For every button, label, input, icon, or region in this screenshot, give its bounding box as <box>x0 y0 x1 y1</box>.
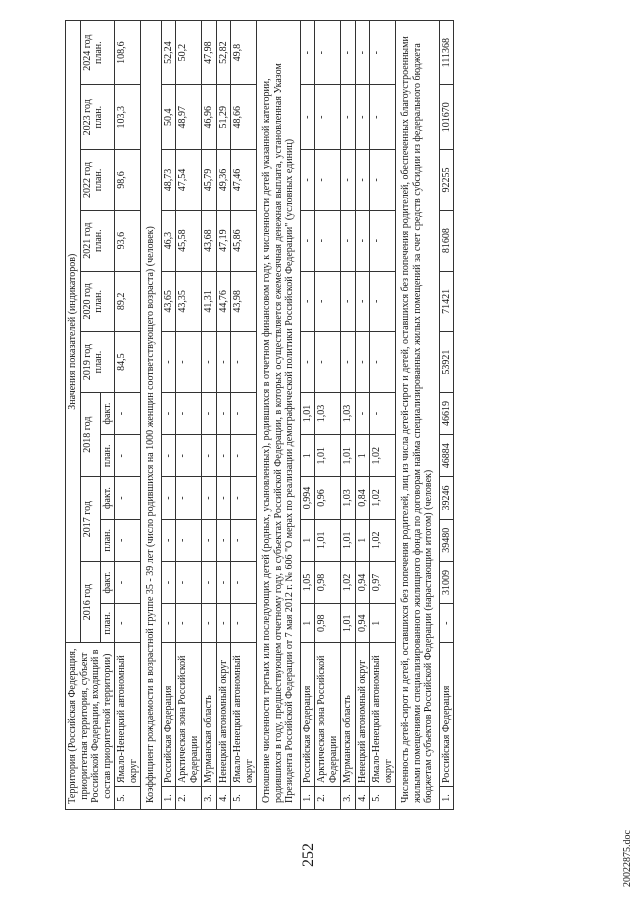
value-cell: - <box>341 210 356 271</box>
table-row <box>315 21 341 810</box>
value-cell: 1,02 <box>341 561 356 603</box>
year-2017-header: 2017 год <box>80 477 100 562</box>
value-cell: 93,6 <box>115 210 141 271</box>
value-cell: - <box>216 604 231 643</box>
value-cell: 111368 <box>439 21 454 85</box>
value-cell: 1,03 <box>315 392 341 434</box>
territory-name: Ненецкий автономный округ <box>355 643 370 787</box>
document-footer: 20022875.doc <box>622 830 633 887</box>
value-cell: - <box>231 435 257 477</box>
row-number: 3. <box>341 787 356 810</box>
territory-name: Российская Федерация <box>439 643 454 787</box>
value-cell: 43,35 <box>176 271 202 332</box>
value-cell: - <box>315 271 341 332</box>
value-cell: 44,76 <box>216 271 231 332</box>
year-2016-header: 2016 год <box>80 561 100 642</box>
value-cell: - <box>300 85 315 150</box>
value-cell: 51,29 <box>216 85 231 150</box>
value-cell: 46884 <box>439 435 454 477</box>
value-cell: 50,4 <box>161 85 176 150</box>
row-number: 5. <box>231 787 257 810</box>
value-cell: - <box>176 392 202 434</box>
year-2022-header: 2022 год план. <box>80 150 115 211</box>
value-cell: 1 <box>300 519 315 561</box>
value-cell: 45,58 <box>176 210 202 271</box>
indicators-table <box>65 20 454 810</box>
value-cell: - <box>161 561 176 603</box>
plan-header: план. <box>100 519 115 561</box>
table-row <box>355 21 370 810</box>
year-2019-header: 2019 год план. <box>80 332 115 393</box>
value-cell: - <box>231 561 257 603</box>
value-cell: - <box>300 150 315 211</box>
value-cell: - <box>370 332 396 393</box>
value-cell: 1,01 <box>341 604 356 643</box>
section-title: Отношение численности третьих или последующих детей (родных, усыновленных), родившихся в отчетном финансовом году, к численности детей указанной категории, родившихся в году, предшествующем отчетному году, в субъектах Российской Федерации, в которых осуществляется ежемесячная денежная выплата, установленная Указом Президента Российской Федерации от 7 мая 2012 г. № 606 "О мерах по реализации демографической политики Российской Федерации" (условных единиц) <box>257 21 301 810</box>
value-cell: 43,65 <box>161 271 176 332</box>
section-title-row <box>396 21 440 810</box>
value-cell: 0,97 <box>370 561 396 603</box>
value-cell: 1,05 <box>300 561 315 603</box>
value-cell: 1,01 <box>315 519 341 561</box>
value-cell: 1 <box>370 604 396 643</box>
value-cell: - <box>439 604 454 643</box>
row-number: 5. <box>115 787 141 810</box>
table-row <box>202 21 217 810</box>
section-title: Численность детей-сирот и детей, оставшихся без попечения родителей, лиц из числа детей-сирот и детей, оставшихся без попечения родителей, обеспеченных благоустроенными жилыми помещениями специализированного жилищного фонда по договорам найма специализированных жилых помещений за счет средств субсидии из федерального бюджета бюджетам субъектов Российской Федерации (нарастающим итогом) (человек) <box>396 21 440 810</box>
value-cell: - <box>176 332 202 393</box>
territory-name: Мурманская область <box>202 643 217 787</box>
value-cell: - <box>115 392 141 434</box>
value-cell: - <box>202 604 217 643</box>
year-2023-header: 2023 год план. <box>80 85 115 150</box>
row-number: 3. <box>202 787 217 810</box>
table-row <box>300 21 315 810</box>
value-cell: - <box>370 210 396 271</box>
value-cell: - <box>341 85 356 150</box>
value-cell: 1,01 <box>315 435 341 477</box>
territory-name: Арктическая зона Российской Федерации <box>315 643 341 787</box>
table-row <box>231 21 257 810</box>
value-cell: - <box>355 150 370 211</box>
value-cell: - <box>300 210 315 271</box>
value-cell: 0,96 <box>315 477 341 519</box>
territory-name: Ненецкий автономный округ <box>216 643 231 787</box>
value-cell: - <box>176 561 202 603</box>
table-row <box>341 21 356 810</box>
value-cell: 89,2 <box>115 271 141 332</box>
value-cell: 31009 <box>439 561 454 603</box>
value-cell: - <box>341 21 356 85</box>
value-cell: - <box>315 210 341 271</box>
row-number: 1. <box>161 787 176 810</box>
year-2024-header: 2024 год план. <box>80 21 115 85</box>
value-cell: - <box>231 332 257 393</box>
value-cell: 108,6 <box>115 21 141 85</box>
value-cell: - <box>341 332 356 393</box>
row-number: 2. <box>176 787 202 810</box>
value-cell: - <box>115 561 141 603</box>
row-number: 1. <box>300 787 315 810</box>
value-cell: - <box>231 477 257 519</box>
value-cell: - <box>161 477 176 519</box>
plan-header: план. <box>100 435 115 477</box>
value-cell: 0,98 <box>315 604 341 643</box>
row-number: 2. <box>315 787 341 810</box>
value-cell: 1 <box>300 604 315 643</box>
value-cell: - <box>370 21 396 85</box>
value-cell: 43,68 <box>202 210 217 271</box>
values-header: Значения показателей (индикаторов) <box>66 21 81 643</box>
value-cell: - <box>231 519 257 561</box>
year-2021-header: 2021 год план. <box>80 210 115 271</box>
table-row <box>370 21 396 810</box>
value-cell: 43,98 <box>231 271 257 332</box>
row-number: 4. <box>355 787 370 810</box>
table-row <box>176 21 202 810</box>
value-cell: 46,96 <box>202 85 217 150</box>
value-cell: 1,01 <box>341 519 356 561</box>
table-row <box>439 21 454 810</box>
fact-header: факт. <box>100 392 115 434</box>
territory-name: Ямало-Ненецкий автономный округ <box>115 643 141 787</box>
table-row <box>216 21 231 810</box>
year-2018-header: 2018 год <box>80 392 100 477</box>
value-cell: 101670 <box>439 85 454 150</box>
value-cell: - <box>315 85 341 150</box>
value-cell: 46,3 <box>161 210 176 271</box>
value-cell: 47,98 <box>202 21 217 85</box>
section-title-row <box>257 21 301 810</box>
plan-header: план. <box>100 604 115 643</box>
value-cell: 1,03 <box>341 477 356 519</box>
value-cell: - <box>370 392 396 434</box>
value-cell: 45,86 <box>231 210 257 271</box>
value-cell: - <box>161 332 176 393</box>
value-cell: 48,97 <box>176 85 202 150</box>
value-cell: 98,6 <box>115 150 141 211</box>
value-cell: 52,82 <box>216 21 231 85</box>
value-cell: 0,84 <box>355 477 370 519</box>
value-cell: 1 <box>355 519 370 561</box>
value-cell: 46619 <box>439 392 454 434</box>
value-cell: - <box>202 435 217 477</box>
territory-name: Ямало-Ненецкий автономный округ <box>370 643 396 787</box>
value-cell: - <box>216 477 231 519</box>
value-cell: - <box>202 561 217 603</box>
value-cell: - <box>341 271 356 332</box>
value-cell: - <box>300 21 315 85</box>
value-cell: 1,03 <box>341 392 356 434</box>
table-row <box>161 21 176 810</box>
row-number: 1. <box>439 787 454 810</box>
page-number: 252 <box>300 843 317 867</box>
value-cell: 1,02 <box>370 477 396 519</box>
value-cell: - <box>161 435 176 477</box>
value-cell: - <box>231 604 257 643</box>
section-title: Коэффициент рождаемости в возрастной группе 35 - 39 лет (число родившихся на 1000 женщин соответствующего возраста) (человек) <box>141 21 162 810</box>
value-cell: - <box>202 392 217 434</box>
row-number: 4. <box>216 787 231 810</box>
value-cell: 92255 <box>439 150 454 211</box>
value-cell: - <box>161 519 176 561</box>
value-cell: - <box>216 392 231 434</box>
value-cell: - <box>370 150 396 211</box>
value-cell: 39480 <box>439 519 454 561</box>
value-cell: - <box>355 332 370 393</box>
value-cell: 1,02 <box>370 519 396 561</box>
value-cell: - <box>115 604 141 643</box>
row-number: 5. <box>370 787 396 810</box>
value-cell: 45,79 <box>202 150 217 211</box>
value-cell: - <box>355 85 370 150</box>
value-cell: - <box>202 519 217 561</box>
value-cell: - <box>176 477 202 519</box>
table-row <box>115 21 141 810</box>
territory-name: Мурманская область <box>341 643 356 787</box>
value-cell: 53921 <box>439 332 454 393</box>
fact-header: факт. <box>100 561 115 603</box>
value-cell: 1,01 <box>300 392 315 434</box>
territory-header: Территория (Российская Федерация, приоритетная территория, субъект Российской Федерации, входящий в состав приоритетной территории) <box>66 643 115 810</box>
value-cell: - <box>355 271 370 332</box>
value-cell: 39246 <box>439 477 454 519</box>
value-cell: - <box>370 85 396 150</box>
value-cell: - <box>176 604 202 643</box>
value-cell: - <box>202 332 217 393</box>
value-cell: 71421 <box>439 271 454 332</box>
value-cell: - <box>176 519 202 561</box>
value-cell: 49,36 <box>216 150 231 211</box>
value-cell: - <box>300 271 315 332</box>
value-cell: - <box>300 332 315 393</box>
value-cell: - <box>216 435 231 477</box>
value-cell: - <box>341 150 356 211</box>
value-cell: - <box>115 477 141 519</box>
value-cell: - <box>355 210 370 271</box>
value-cell: - <box>216 519 231 561</box>
value-cell: 0,98 <box>315 561 341 603</box>
value-cell: 47,19 <box>216 210 231 271</box>
fact-header: факт. <box>100 477 115 519</box>
section-title-row <box>141 21 162 810</box>
territory-name: Ямало-Ненецкий автономный округ <box>231 643 257 787</box>
value-cell: - <box>231 392 257 434</box>
value-cell: 84,5 <box>115 332 141 393</box>
territory-name: Российская Федерация <box>300 643 315 787</box>
value-cell: - <box>161 392 176 434</box>
value-cell: - <box>216 561 231 603</box>
value-cell: - <box>355 392 370 434</box>
value-cell: 1 <box>300 435 315 477</box>
value-cell: - <box>315 150 341 211</box>
value-cell: 0,994 <box>300 477 315 519</box>
value-cell: - <box>202 477 217 519</box>
value-cell: 1,02 <box>370 435 396 477</box>
value-cell: - <box>315 21 341 85</box>
territory-name: Арктическая зона Российской Федерации <box>176 643 202 787</box>
value-cell: 1,01 <box>341 435 356 477</box>
value-cell: 0,94 <box>355 604 370 643</box>
value-cell: - <box>115 435 141 477</box>
value-cell: - <box>161 604 176 643</box>
value-cell: - <box>216 332 231 393</box>
value-cell: - <box>176 435 202 477</box>
value-cell: 41,31 <box>202 271 217 332</box>
value-cell: 52,24 <box>161 21 176 85</box>
territory-name: Российская Федерация <box>161 643 176 787</box>
value-cell: - <box>355 21 370 85</box>
value-cell: 0,94 <box>355 561 370 603</box>
value-cell: 1 <box>355 435 370 477</box>
value-cell: 49,8 <box>231 21 257 85</box>
value-cell: 48,73 <box>161 150 176 211</box>
value-cell: - <box>315 332 341 393</box>
value-cell: - <box>370 271 396 332</box>
value-cell: 81608 <box>439 210 454 271</box>
value-cell: 47,46 <box>231 150 257 211</box>
value-cell: 103,3 <box>115 85 141 150</box>
value-cell: 47,54 <box>176 150 202 211</box>
value-cell: - <box>115 519 141 561</box>
value-cell: 48,66 <box>231 85 257 150</box>
year-2020-header: 2020 год план. <box>80 271 115 332</box>
value-cell: 50,2 <box>176 21 202 85</box>
